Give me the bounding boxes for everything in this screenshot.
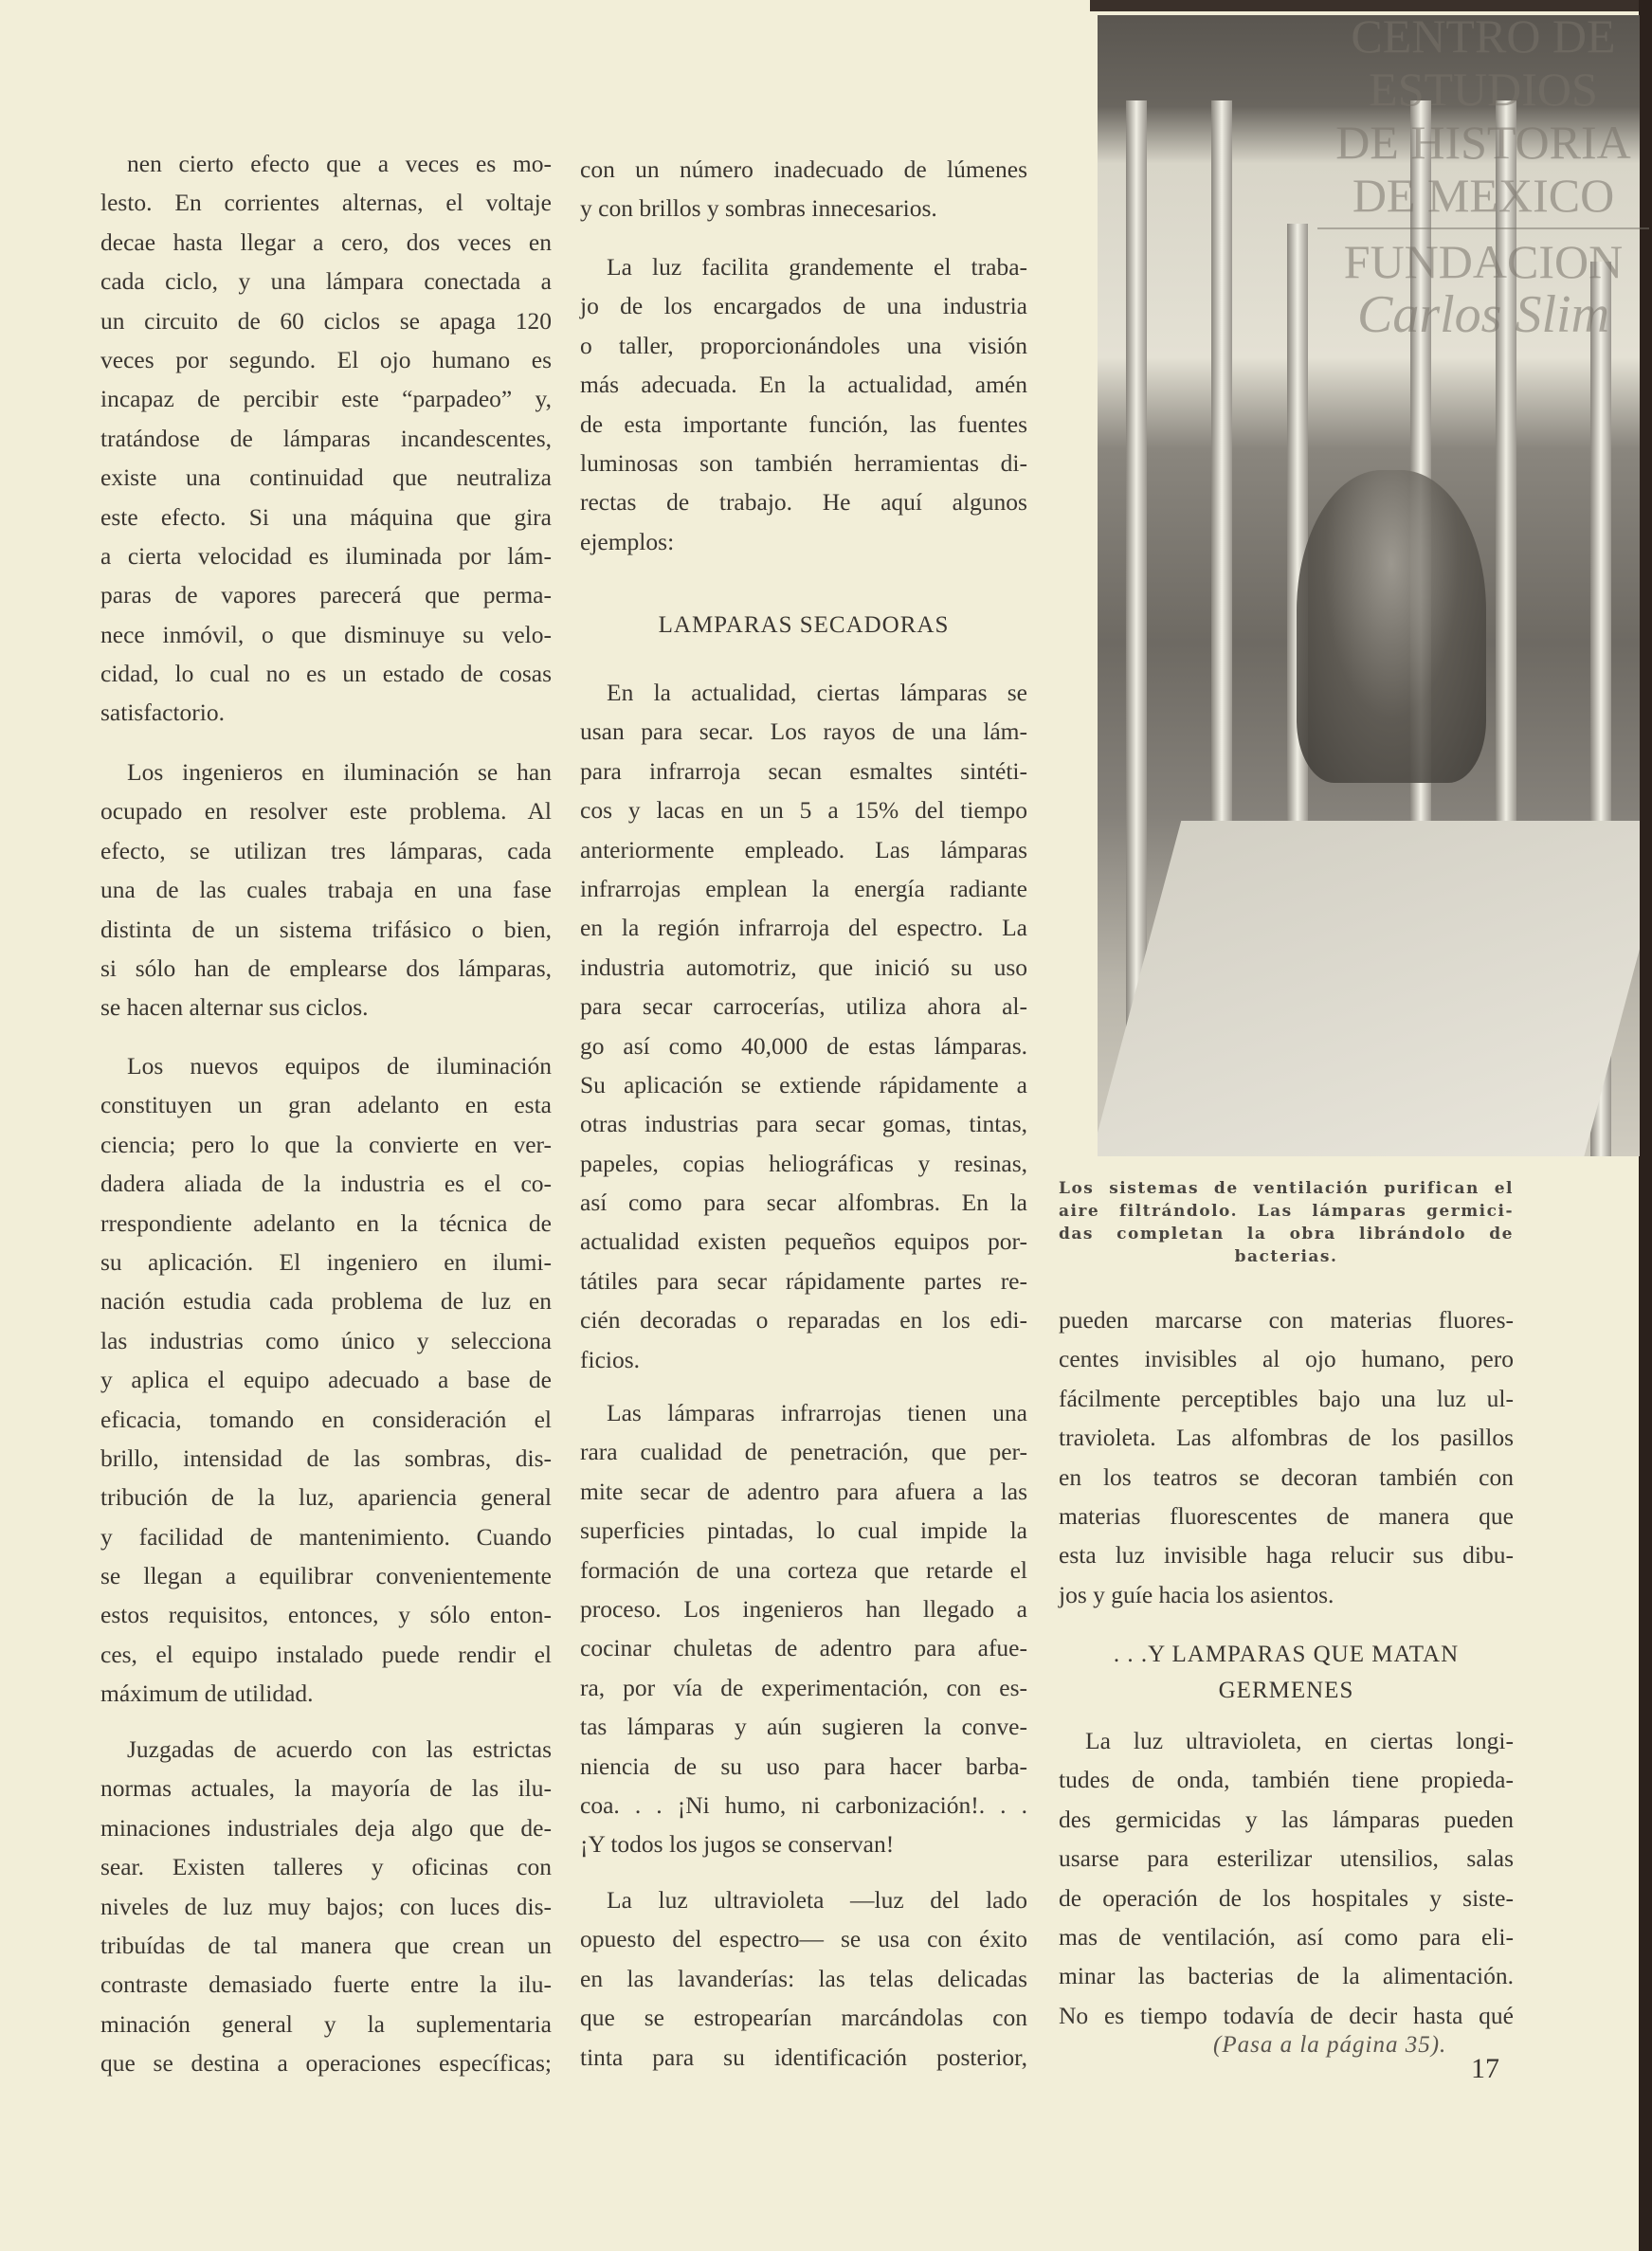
text-line: cién decoradas o reparadas en los edi- xyxy=(580,1306,1027,1334)
paragraph xyxy=(580,150,1027,228)
text-line: proceso. Los ingenieros han llegado a xyxy=(580,1594,1027,1623)
text-line: que se destina a operaciones específicas; xyxy=(100,2049,552,2078)
paragraph xyxy=(580,1393,1027,1864)
text-line: a cierta velocidad es iluminada por lám- xyxy=(100,541,552,570)
text-line: en los teatros se decoran también con xyxy=(1059,1462,1514,1491)
text-line: minaciones industriales deja algo que de- xyxy=(100,1813,552,1842)
photo-caption: Los sistemas de ventilación purifican el aire filtrándolo. Las lámparas germici- das completan la obra librándolo de bacterias. xyxy=(1059,1179,1514,1266)
text-line: paras de vapores parecerá que perma- xyxy=(100,581,552,609)
text-line: minación general y la suplementaria xyxy=(100,2009,552,2038)
text-line: si sólo han de emplearse dos lámparas, xyxy=(100,953,552,982)
photo-ventilation-system xyxy=(1098,15,1640,1156)
text-line: en la región infrarroja del espectro. La xyxy=(580,914,1027,942)
text-line: rectas de trabajo. He aquí algunos xyxy=(580,488,1027,517)
scan-edge-right xyxy=(1639,0,1652,2251)
text-line: en las lavanderías: las telas delicadas xyxy=(580,1964,1027,1992)
section-heading-lamparas-secadoras: LAMPARAS SECADORAS xyxy=(658,612,950,638)
paragraph xyxy=(580,1880,1027,2077)
text-line: Los nuevos equipos de iluminación xyxy=(127,1052,552,1080)
text-line: ¡Y todos los jugos se conservan! xyxy=(580,1830,895,1859)
paragraph xyxy=(580,247,1027,561)
text-line: ra, por vía de experimentación, con es- xyxy=(580,1673,1027,1701)
text-line: No es tiempo todavía de decir hasta qué xyxy=(1059,2001,1514,2029)
text-line: rara cualidad de penetración, que per- xyxy=(580,1438,1027,1466)
text-line: de esta importante función, las fuentes xyxy=(580,409,1027,438)
text-line: Juzgadas de acuerdo con las estrictas xyxy=(127,1735,552,1763)
text-line: su aplicación. El ingeniero en ilumi- xyxy=(100,1247,552,1276)
text-line: mas de ventilación, así como para eli- xyxy=(1059,1922,1514,1951)
text-line: así como para secar alfombras. En la xyxy=(580,1189,1027,1217)
text-line: niveles de luz muy bajos; con luces dis- xyxy=(100,1892,552,1920)
scan-edge-top xyxy=(1090,0,1652,11)
text-line: se llegan a equilibrar convenientemente xyxy=(100,1562,552,1590)
watermark: CENTRO DE ESTUDIOS DE HISTORIA DE MEXICO FUNDACION Carlos Slim xyxy=(1317,9,1649,341)
text-line: nen cierto efecto que a veces es mo- xyxy=(127,150,552,177)
text-line: efecto, se utilizan tres lámparas, cada xyxy=(100,836,552,864)
text-line: tudes de onda, también tiene propieda- xyxy=(1059,1766,1514,1794)
text-line: decae hasta llegar a cero, dos veces en xyxy=(100,227,552,256)
text-line: de operación de los hospitales y siste- xyxy=(1059,1883,1514,1912)
text-line: go así como 40,000 de estas lámparas. xyxy=(580,1031,1027,1060)
text-line: La luz ultravioleta, en ciertas longi- xyxy=(1085,1727,1514,1754)
text-line: actualidad existen pequeños equipos por- xyxy=(580,1227,1027,1256)
text-line: pueden marcarse con materias fluores- xyxy=(1059,1306,1514,1334)
heading-line-2: GERMENES xyxy=(1218,1678,1354,1703)
text-line: se hacen alternar sus ciclos. xyxy=(100,993,369,1022)
text-line: con un número inadecuado de lúmenes xyxy=(580,155,1027,183)
text-line: tratándose de lámparas incandescentes, xyxy=(100,424,552,452)
text-line: existe una continuidad que neutraliza xyxy=(100,463,552,492)
text-line: ejemplos: xyxy=(580,527,675,555)
heading-line-1: . . .Y LAMPARAS QUE MATAN xyxy=(1113,1642,1460,1667)
page-number: 17 xyxy=(1471,2053,1499,2084)
text-line: La luz facilita grandemente el traba- xyxy=(607,253,1027,281)
continuation-note: (Pasa a la página 35). xyxy=(1213,2032,1447,2058)
text-line: superficies pintadas, lo cual impide la xyxy=(580,1516,1027,1545)
text-line: nación estudia cada problema de luz en xyxy=(100,1287,552,1316)
text-line: materias fluorescentes de manera que xyxy=(1059,1501,1514,1530)
text-line: ciencia; pero lo que la convierte en ver- xyxy=(100,1130,552,1158)
text-line: cos y lacas en un 5 a 15% del tiempo xyxy=(580,796,1027,825)
text-line: usan para secar. Los rayos de una lám- xyxy=(580,717,1027,746)
text-line: jo de los encargados de una industria xyxy=(580,292,1027,320)
text-line: industria automotriz, que inició su uso xyxy=(580,953,1027,981)
paragraph xyxy=(100,1730,552,2083)
text-line: formación de una corteza que retarde el xyxy=(580,1555,1027,1584)
text-line: un circuito de 60 ciclos se apaga 120 xyxy=(100,306,552,335)
text-line: constituyen un gran adelanto en esta xyxy=(100,1091,552,1119)
text-line: ficios. xyxy=(580,1345,641,1373)
text-line: papeles, copias heliográficas y resinas, xyxy=(580,1149,1027,1177)
paragraph xyxy=(100,753,552,1027)
text-line: coa. . . ¡Ni humo, ni carbonización!. . . xyxy=(580,1790,1027,1819)
text-line: En la actualidad, ciertas lámparas se xyxy=(607,679,1027,706)
text-line: usarse para esterilizar utensilios, salas xyxy=(1059,1844,1514,1873)
text-line: tinta para su identificación posterior, xyxy=(580,2042,1027,2071)
text-line: distinta de un sistema trifásico o bien, xyxy=(100,915,552,943)
text-line: cada ciclo, y una lámpara conectada a xyxy=(100,267,552,296)
text-line: tribución de la luz, apariencia general xyxy=(100,1483,552,1512)
text-line: más adecuada. En la actualidad, amén xyxy=(580,371,1027,399)
text-line: normas actuales, la mayoría de las ilu- xyxy=(100,1774,552,1803)
text-line: eficacia, tomando en consideración el xyxy=(100,1405,552,1433)
paragraph xyxy=(100,1046,552,1714)
text-line: tátiles para secar rápidamente partes re- xyxy=(580,1266,1027,1295)
text-line: lesto. En corrientes alternas, el voltaje xyxy=(100,189,552,217)
text-line: luminosas son también herramientas di- xyxy=(580,448,1027,477)
text-line: minar las bacterias de la alimentación. xyxy=(1059,1962,1514,1990)
text-line: máximum de utilidad. xyxy=(100,1679,314,1708)
paragraph xyxy=(100,144,552,733)
text-line: nece inmóvil, o que disminuye su velo- xyxy=(100,620,552,648)
text-line: este efecto. Si una máquina que gira xyxy=(100,502,552,531)
text-line: La luz ultravioleta —luz del lado xyxy=(607,1886,1027,1914)
text-line: ces, el equipo instalado puede rendir el xyxy=(100,1640,552,1668)
text-line: niencia de su uso para hacer barba- xyxy=(580,1752,1027,1780)
paragraph xyxy=(1059,1300,1514,1614)
text-line: mite secar de adentro para afuera a las xyxy=(580,1477,1027,1505)
text-line: tribuídas de tal manera que crean un xyxy=(100,1931,552,1959)
text-line: las industrias como único y selecciona xyxy=(100,1326,552,1354)
text-line: brillo, intensidad de las sombras, dis- xyxy=(100,1443,552,1472)
man-figure xyxy=(1297,470,1486,783)
text-line: cocinar chuletas de adentro para afue- xyxy=(580,1634,1027,1662)
text-line: incapaz de percibir este “parpadeo” y, xyxy=(100,385,552,413)
paragraph xyxy=(1059,1721,1514,2035)
text-line: para infrarroja secan esmaltes sintéti- xyxy=(580,756,1027,785)
text-line: sear. Existen talleres y oficinas con xyxy=(100,1853,552,1881)
text-line: dadera aliada de la industria es el co- xyxy=(100,1170,552,1198)
text-line: tas lámparas y aún sugieren la conve- xyxy=(580,1713,1027,1741)
text-line: cidad, lo cual no es un estado de cosas xyxy=(100,660,552,688)
text-line: Los ingenieros en iluminación se han xyxy=(127,758,552,786)
text-line: o taller, proporcionándoles una visión xyxy=(580,331,1027,359)
text-line: que se estropearían marcándolas con xyxy=(580,2004,1027,2032)
text-line: otras industrias para secar gomas, tintas, xyxy=(580,1110,1027,1138)
text-line: travioleta. Las alfombras de los pasillos xyxy=(1059,1424,1514,1452)
text-line: fácilmente perceptibles bajo una luz ul- xyxy=(1059,1384,1514,1412)
text-line: una de las cuales trabaja en una fase xyxy=(100,876,552,904)
text-line: centes invisibles al ojo humano, pero xyxy=(1059,1345,1514,1373)
text-line: y facilidad de mantenimiento. Cuando xyxy=(100,1522,552,1551)
text-line: y con brillos y sombras innecesarios. xyxy=(580,194,937,223)
text-line: estos requisitos, entonces, y sólo enton- xyxy=(100,1601,552,1629)
text-line: des germicidas y las lámparas pueden xyxy=(1059,1805,1514,1833)
text-line: esta luz invisible haga relucir sus dibu- xyxy=(1059,1541,1514,1570)
text-line: ocupado en resolver este problema. Al xyxy=(100,797,552,826)
paragraph xyxy=(580,673,1027,1379)
text-line: y aplica el equipo adecuado a base de xyxy=(100,1366,552,1394)
text-line: contraste demasiado fuerte entre la ilu- xyxy=(100,1970,552,1999)
text-line: infrarrojas emplean la energía radiante xyxy=(580,874,1027,902)
text-line: anteriormente empleado. Las lámparas xyxy=(580,835,1027,863)
text-line: Su aplicación se extiende rápidamente a xyxy=(580,1070,1027,1098)
text-line: rrespondiente adelanto en la técnica de xyxy=(100,1208,552,1237)
text-line: jos y guíe hacia los asientos. xyxy=(1059,1580,1334,1608)
text-line: Las lámparas infrarrojas tienen una xyxy=(607,1399,1027,1426)
text-line: para secar carrocerías, utiliza ahora al- xyxy=(580,992,1027,1021)
section-heading-lamparas-germicidas xyxy=(1059,1637,1514,1709)
text-line: opuesto del espectro— se usa con éxito xyxy=(580,1925,1027,1953)
text-line: satisfactorio. xyxy=(100,699,225,727)
text-line: veces por segundo. El ojo humano es xyxy=(100,345,552,373)
